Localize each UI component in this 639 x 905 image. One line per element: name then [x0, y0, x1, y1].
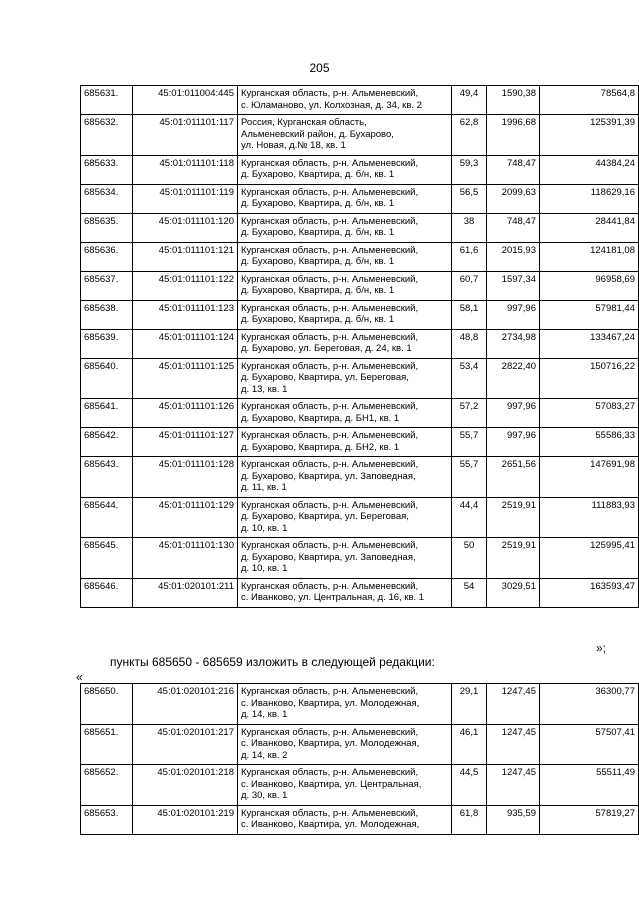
address-cell	[238, 329, 452, 358]
area-cell: 61,6	[452, 242, 487, 271]
area-cell: 48,8	[452, 329, 487, 358]
unit-price-cell: 1996,68	[487, 115, 540, 156]
address-line: д. Бухарово, Квартира, д. б/н, кв. 1	[241, 169, 395, 180]
unit-price-cell: 2519,91	[487, 497, 540, 538]
table-row	[81, 155, 639, 184]
cadastral-number-cell: 45:01:011101:128	[133, 457, 238, 498]
item-number-cell: 685635.	[81, 213, 133, 242]
cadastral-number-cell: 45:01:011101:127	[133, 428, 238, 457]
address-cell	[238, 765, 452, 806]
address-cell	[238, 300, 452, 329]
address-line: д. Бухарово, Квартира, д. б/н, кв. 1	[241, 285, 395, 296]
address-cell	[238, 213, 452, 242]
area-cell: 55,7	[452, 457, 487, 498]
address-cell	[238, 184, 452, 213]
item-number-cell: 685653.	[81, 805, 133, 834]
address-line: д. Бухарово, Квартира, ул. Заповедная,	[241, 551, 416, 563]
table-row	[81, 765, 639, 806]
address-line: д. Бухарово, Квартира, д. БН2, кв. 1	[241, 441, 400, 453]
address-cell	[238, 538, 452, 579]
area-cell: 57,2	[452, 399, 487, 428]
address-line: д. 10, кв. 1	[241, 563, 288, 574]
item-number-cell: 685634.	[81, 184, 133, 213]
total-cost-cell: 78564,8	[540, 86, 639, 115]
table-row	[81, 724, 639, 765]
table-row	[81, 358, 639, 399]
address-line: д. 30, кв. 1	[241, 790, 288, 801]
unit-price-cell: 3029,51	[487, 578, 540, 607]
cadastral-number-cell: 45:01:011101:122	[133, 271, 238, 300]
area-cell: 50	[452, 538, 487, 579]
area-cell: 29,1	[452, 684, 487, 725]
total-cost-cell: 125391,39	[540, 115, 639, 156]
address-line: Курганская область, р-н. Альменевский,	[241, 430, 419, 441]
address-line: Курганская область, р-н. Альменевский,	[241, 157, 419, 169]
area-cell: 55,7	[452, 428, 487, 457]
address-line: Россия, Курганская область,	[241, 117, 367, 128]
address-cell	[238, 428, 452, 457]
address-cell	[238, 724, 452, 765]
total-cost-cell: 133467,24	[540, 329, 639, 358]
amendment-paragraph: пункты 685650 - 685659 изложить в следующей редакции:	[110, 655, 435, 669]
address-line: д. 11, кв. 1	[241, 482, 287, 493]
property-table	[80, 85, 639, 608]
address-line: д. 14, кв. 2	[241, 749, 288, 761]
item-number-cell: 685640.	[81, 358, 133, 399]
total-cost-cell: 111883,93	[540, 497, 639, 538]
cadastral-number-cell: 45:01:011101:118	[133, 155, 238, 184]
table-row	[81, 457, 639, 498]
item-number-cell: 685651.	[81, 724, 133, 765]
address-line: д. 10, кв. 1	[241, 522, 288, 534]
address-line: Курганская область, р-н. Альменевский,	[241, 215, 419, 227]
address-cell	[238, 86, 452, 115]
table-row	[81, 538, 639, 579]
table-row	[81, 184, 639, 213]
area-cell: 54	[452, 578, 487, 607]
cadastral-number-cell: 45:01:020101:217	[133, 724, 238, 765]
page-number: 205	[309, 61, 330, 75]
unit-price-cell: 2822,40	[487, 358, 540, 399]
address-cell	[238, 271, 452, 300]
address-line: д. 14, кв. 1	[241, 709, 288, 720]
address-line: Курганская область, р-н. Альменевский,	[241, 540, 419, 551]
address-line: ул. Новая, д.№ 18, кв. 1	[241, 140, 346, 151]
address-line: Альменевский район, д. Бухарово,	[241, 128, 394, 140]
address-line: Курганская область, р-н. Альменевский,	[241, 186, 419, 198]
cadastral-number-cell: 45:01:011101:121	[133, 242, 238, 271]
total-cost-cell: 55586,33	[540, 428, 639, 457]
address-line: с. Иванково, Квартира, ул. Центральная,	[241, 778, 422, 790]
area-cell: 53,4	[452, 358, 487, 399]
unit-price-cell: 2519,91	[487, 538, 540, 579]
unit-price-cell: 997,96	[487, 300, 540, 329]
table-row	[81, 578, 639, 607]
area-cell: 56,5	[452, 184, 487, 213]
item-number-cell: 685637.	[81, 271, 133, 300]
address-line: д. Бухарово, Квартира, д. б/н, кв. 1	[241, 198, 395, 209]
unit-price-cell: 1247,45	[487, 684, 540, 725]
unit-price-cell: 997,96	[487, 399, 540, 428]
address-line: с. Иванково, ул. Центральная, д. 16, кв. 1	[241, 592, 425, 603]
item-number-cell: 685645.	[81, 538, 133, 579]
table-row	[81, 86, 639, 115]
address-line: Курганская область, р-н. Альменевский,	[241, 331, 419, 343]
address-line: д. Бухарово, Квартира, ул. Заповедная,	[241, 470, 416, 482]
address-line: Курганская область, р-н. Альменевский,	[241, 302, 419, 314]
address-line: Курганская область, р-н. Альменевский,	[241, 726, 419, 738]
cadastral-number-cell: 45:01:020101:211	[133, 578, 238, 607]
unit-price-cell: 1590,38	[487, 86, 540, 115]
address-line: с. Иванково, Квартира, ул. Молодежная,	[241, 697, 420, 709]
area-cell: 58,1	[452, 300, 487, 329]
address-line: с. Иванково, Квартира, ул. Молодежная,	[241, 738, 420, 749]
area-cell: 44,5	[452, 765, 487, 806]
item-number-cell: 685643.	[81, 457, 133, 498]
unit-price-cell: 2015,93	[487, 242, 540, 271]
unit-price-cell: 997,96	[487, 428, 540, 457]
item-number-cell: 685644.	[81, 497, 133, 538]
cadastral-number-cell: 45:01:011101:130	[133, 538, 238, 579]
item-number-cell: 685641.	[81, 399, 133, 428]
total-cost-cell: 44384,24	[540, 155, 639, 184]
address-line: с. Юламаново, ул. Колхозная, д. 34, кв. 2	[241, 99, 422, 111]
table-row	[81, 242, 639, 271]
cadastral-number-cell: 45:01:020101:219	[133, 805, 238, 834]
address-line: д. Бухарово, Квартира, ул. Береговая,	[241, 511, 409, 522]
area-cell: 44,4	[452, 497, 487, 538]
area-cell: 49,4	[452, 86, 487, 115]
item-number-cell: 685636.	[81, 242, 133, 271]
total-cost-cell: 150716,22	[540, 358, 639, 399]
total-cost-cell: 57981,44	[540, 300, 639, 329]
address-line: Курганская область, р-н. Альменевский,	[241, 459, 419, 470]
total-cost-cell: 163593,47	[540, 578, 639, 607]
unit-price-cell: 935,59	[487, 805, 540, 834]
address-cell	[238, 578, 452, 607]
address-cell	[238, 242, 452, 271]
cadastral-number-cell: 45:01:011101:126	[133, 399, 238, 428]
property-table-amended	[80, 683, 639, 835]
address-line: д. Бухарово, Квартира, д. б/н, кв. 1	[241, 227, 395, 238]
item-number-cell: 685632.	[81, 115, 133, 156]
table-row	[81, 115, 639, 156]
address-line: д. Бухарово, Квартира, ул. Береговая,	[241, 372, 409, 383]
opening-quote: «	[76, 670, 83, 684]
item-number-cell: 685642.	[81, 428, 133, 457]
table-row	[81, 399, 639, 428]
address-cell	[238, 497, 452, 538]
address-line: Курганская область, р-н. Альменевский,	[241, 499, 419, 511]
total-cost-cell: 147691,98	[540, 457, 639, 498]
cadastral-number-cell: 45:01:020101:218	[133, 765, 238, 806]
address-cell	[238, 155, 452, 184]
cadastral-number-cell: 45:01:011101:120	[133, 213, 238, 242]
total-cost-cell: 36300,77	[540, 684, 639, 725]
unit-price-cell: 748,47	[487, 213, 540, 242]
table-row	[81, 300, 639, 329]
table-row	[81, 805, 639, 834]
cadastral-number-cell: 45:01:011101:119	[133, 184, 238, 213]
item-number-cell: 685646.	[81, 578, 133, 607]
area-cell: 46,1	[452, 724, 487, 765]
total-cost-cell: 57083,27	[540, 399, 639, 428]
table-row	[81, 428, 639, 457]
unit-price-cell: 1247,45	[487, 765, 540, 806]
total-cost-cell: 28441,84	[540, 213, 639, 242]
total-cost-cell: 125995,41	[540, 538, 639, 579]
cadastral-number-cell: 45:01:011101:125	[133, 358, 238, 399]
address-line: д. Бухарово, Квартира, д. б/н, кв. 1	[241, 314, 395, 325]
table-row	[81, 213, 639, 242]
cadastral-number-cell: 45:01:011101:117	[133, 115, 238, 156]
address-line: Курганская область, р-н. Альменевский,	[241, 360, 419, 372]
table-row	[81, 497, 639, 538]
area-cell: 59,3	[452, 155, 487, 184]
address-line: Курганская область, р-н. Альменевский,	[241, 88, 419, 99]
address-line: д. 13, кв. 1	[241, 383, 288, 395]
unit-price-cell: 2734,98	[487, 329, 540, 358]
address-line: Курганская область, р-н. Альменевский,	[241, 273, 419, 285]
item-number-cell: 685639.	[81, 329, 133, 358]
area-cell: 60,7	[452, 271, 487, 300]
address-line: Курганская область, р-н. Альменевский,	[241, 401, 419, 412]
cadastral-number-cell: 45:01:011101:129	[133, 497, 238, 538]
address-line: Курганская область, р-н. Альменевский,	[241, 580, 419, 592]
total-cost-cell: 118629,16	[540, 184, 639, 213]
address-line: Курганская область, р-н. Альменевский,	[241, 807, 419, 819]
unit-price-cell: 1247,45	[487, 724, 540, 765]
total-cost-cell: 124181,08	[540, 242, 639, 271]
address-line: Курганская область, р-н. Альменевский,	[241, 244, 419, 256]
address-cell	[238, 805, 452, 834]
item-number-cell: 685638.	[81, 300, 133, 329]
cadastral-number-cell: 45:01:011004:445	[133, 86, 238, 115]
address-line: д. Бухарово, Квартира, д. б/н, кв. 1	[241, 256, 395, 267]
address-cell	[238, 115, 452, 156]
total-cost-cell: 57507,41	[540, 724, 639, 765]
cadastral-number-cell: 45:01:011101:124	[133, 329, 238, 358]
item-number-cell: 685652.	[81, 765, 133, 806]
unit-price-cell: 748,47	[487, 155, 540, 184]
area-cell: 38	[452, 213, 487, 242]
area-cell: 62,8	[452, 115, 487, 156]
cadastral-number-cell: 45:01:020101:216	[133, 684, 238, 725]
table-row	[81, 329, 639, 358]
item-number-cell: 685650.	[81, 684, 133, 725]
unit-price-cell: 2099,63	[487, 184, 540, 213]
table-row	[81, 684, 639, 725]
address-line: д. Бухарово, Квартира, д. БН1, кв. 1	[241, 412, 400, 424]
table-row	[81, 271, 639, 300]
address-cell	[238, 457, 452, 498]
address-line: с. Иванково, Квартира, ул. Молодежная,	[241, 819, 420, 830]
item-number-cell: 685631.	[81, 86, 133, 115]
cadastral-number-cell: 45:01:011101:123	[133, 300, 238, 329]
total-cost-cell: 55511,49	[540, 765, 639, 806]
address-line: Курганская область, р-н. Альменевский,	[241, 686, 419, 697]
unit-price-cell: 1597,34	[487, 271, 540, 300]
total-cost-cell: 96958,69	[540, 271, 639, 300]
address-cell	[238, 399, 452, 428]
address-line: Курганская область, р-н. Альменевский,	[241, 767, 419, 778]
area-cell: 61,8	[452, 805, 487, 834]
closing-quote: »;	[596, 641, 607, 655]
item-number-cell: 685633.	[81, 155, 133, 184]
address-line: д. Бухарово, ул. Береговая, д. 24, кв. 1	[241, 343, 412, 354]
unit-price-cell: 2651,56	[487, 457, 540, 498]
address-cell	[238, 358, 452, 399]
address-cell	[238, 684, 452, 725]
total-cost-cell: 57819,27	[540, 805, 639, 834]
